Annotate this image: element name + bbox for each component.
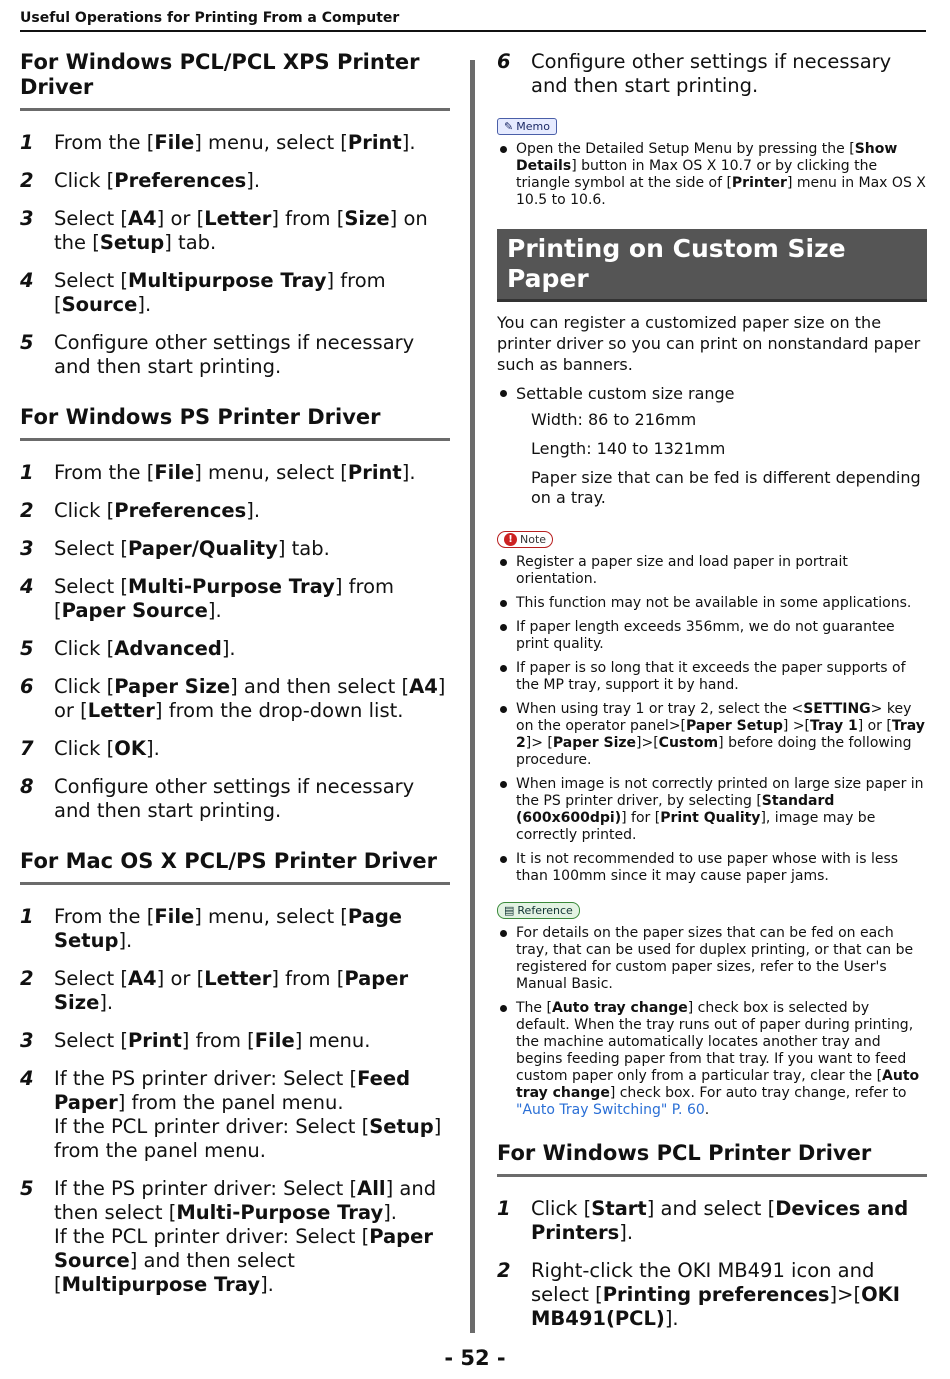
- heading-windows-pcl: For Windows PCL Printer Driver: [497, 1141, 927, 1177]
- step-item: [20, 207, 450, 255]
- step-item: [20, 967, 450, 1015]
- bullet-dot-icon: [497, 660, 516, 694]
- step-item: [497, 1197, 927, 1245]
- step-item: [20, 1067, 450, 1163]
- step-text: Click [Advanced].: [54, 637, 236, 660]
- step-text: Select [Paper/Quality] tab.: [54, 537, 330, 560]
- bullet-text: If paper is so long that it exceeds the paper supports of the MP tray, support it by hand.: [516, 660, 906, 693]
- steps-windows-pcl-xps: [20, 131, 450, 379]
- step-number: 2: [20, 499, 34, 522]
- reference-bullets: [497, 925, 927, 1119]
- bullet-item: [497, 595, 927, 612]
- custom-range-label: Settable custom size range: [516, 384, 735, 403]
- step-number: 3: [20, 1029, 34, 1052]
- step-number: 6: [20, 675, 34, 698]
- step-number: 1: [497, 1197, 511, 1220]
- bullet-text: If paper length exceeds 356mm, we do not guarantee print quality.: [516, 619, 895, 652]
- bullet-item: [497, 1000, 927, 1119]
- bullet-text: Open the Detailed Setup Menu by pressing the [Show Details] button in Max OS X 10.7 or by clicking the triangle symbol at the side of [Printer] menu in Max OS X 10.5 to 10.6.: [516, 141, 926, 208]
- bullet-dot-icon: [497, 141, 516, 209]
- bullet-dot-icon: [497, 851, 516, 885]
- step-item: [20, 537, 450, 561]
- steps-windows-ps: [20, 461, 450, 823]
- step-number: 8: [20, 775, 34, 798]
- step-number: 2: [20, 169, 34, 192]
- step-item: [20, 461, 450, 485]
- custom-tray-note: Paper size that can be fed is different depending on a tray.: [531, 468, 921, 507]
- right-column: [497, 50, 927, 1345]
- step-item: [20, 269, 450, 317]
- step-text: Select [A4] or [Letter] from [Size] on the [Setup] tab.: [54, 207, 428, 254]
- step-number: 4: [20, 1067, 34, 1090]
- step-number: 5: [20, 331, 34, 354]
- heading-windows-pcl-xps: For Windows PCL/PCL XPS Printer Driver: [20, 50, 450, 111]
- step-number: 4: [20, 575, 34, 598]
- step-text: From the [File] menu, select [Print].: [54, 461, 416, 484]
- steps-mac-os-x: [20, 905, 450, 1297]
- step-text: Configure other settings if necessary and then start printing.: [531, 50, 892, 97]
- cross-reference-link[interactable]: "Auto Tray Switching" P. 60: [516, 1102, 705, 1118]
- step-text: Configure other settings if necessary and then start printing.: [54, 331, 415, 378]
- step-number: 3: [20, 537, 34, 560]
- step-item: [20, 1029, 450, 1053]
- reference-label: Reference: [517, 904, 573, 917]
- bullet-item: [497, 701, 927, 769]
- custom-size-banner: Printing on Custom Size Paper: [497, 229, 927, 302]
- step-number: 1: [20, 461, 34, 484]
- bullet-item: [497, 660, 927, 694]
- step-text: From the [File] menu, select [Print].: [54, 131, 416, 154]
- step-number: 4: [20, 269, 34, 292]
- step-text: Click [Start] and select [Devices and Printers].: [531, 1197, 909, 1244]
- bullet-item: [497, 619, 927, 653]
- step-text: Select [A4] or [Letter] from [Paper Size].: [54, 967, 409, 1014]
- bullet-dot-icon: [497, 383, 516, 404]
- step-item: [20, 737, 450, 761]
- custom-size-intro: You can register a customized paper size on the printer driver so you can print on nonstandard paper such as banners.: [497, 313, 921, 374]
- bullet-item: [497, 925, 927, 993]
- step-number: 7: [20, 737, 34, 760]
- step-text: Click [Paper Size] and then select [A4] or [Letter] from the drop-down list.: [54, 675, 446, 722]
- bullet-dot-icon: [497, 619, 516, 653]
- step-item: [497, 1259, 927, 1331]
- step-text: Select [Multipurpose Tray] from [Source].: [54, 269, 386, 316]
- column-divider: [470, 60, 475, 1333]
- bullet-text: This function may not be available in some applications.: [516, 595, 912, 611]
- step-text: Click [Preferences].: [54, 169, 261, 192]
- exclamation-icon: !: [504, 533, 517, 546]
- reference-badge: [497, 902, 580, 919]
- step-number: 6: [497, 50, 511, 73]
- heading-mac-os-x: For Mac OS X PCL/PS Printer Driver: [20, 849, 450, 885]
- custom-width: Width: 86 to 216mm: [531, 410, 697, 429]
- step-item: [497, 50, 927, 98]
- custom-range-item: [497, 383, 927, 404]
- steps-continued: [497, 50, 927, 98]
- bullet-item: [497, 851, 927, 885]
- step-item: [20, 169, 450, 193]
- step-number: 3: [20, 207, 34, 230]
- step-text: Click [Preferences].: [54, 499, 261, 522]
- step-text: Configure other settings if necessary and then start printing.: [54, 775, 415, 822]
- step-text: Click [OK].: [54, 737, 160, 760]
- bullet-item: [497, 141, 927, 209]
- running-header: Useful Operations for Printing From a Computer: [20, 10, 926, 32]
- step-number: 5: [20, 1177, 34, 1200]
- book-icon: ▤: [504, 904, 515, 917]
- step-text: If the PS printer driver: Select [Feed Paper] from the panel menu. If the PCL printer driver: Select [Setup] from the panel menu.: [54, 1067, 442, 1162]
- left-column: [20, 50, 450, 1311]
- step-number: 1: [20, 131, 34, 154]
- step-item: [20, 775, 450, 823]
- custom-length: Length: 140 to 1321mm: [531, 439, 726, 458]
- bullet-text: When using tray 1 or tray 2, select the <SETTING> key on the operator panel>[Paper Setup] >[Tray 1] or [Tray 2]> [Paper Size]>[Custom] before doing the following procedure.: [516, 701, 925, 768]
- step-number: 5: [20, 637, 34, 660]
- bullet-dot-icon: [497, 701, 516, 769]
- memo-bullets: [497, 141, 927, 209]
- step-text: Select [Print] from [File] menu.: [54, 1029, 371, 1052]
- bullet-item: [497, 776, 927, 844]
- bullet-text: Register a paper size and load paper in portrait orientation.: [516, 554, 848, 587]
- memo-badge: [497, 118, 557, 135]
- bullet-text: The [Auto tray change] check box is selected by default. When the tray runs out of paper during printing, the machine automatically locates another tray and begins feeding paper from that tray. If you want to feed custom paper only from a particular tray, clear the [Auto tray change] check box. For auto tray change, refer to "Auto Tray Switching" P. 60.: [516, 1000, 920, 1118]
- step-text: Right-click the OKI MB491 icon and select [Printing preferences]>[OKI MB491(PCL)].: [531, 1259, 901, 1330]
- page-number: - 52 -: [444, 1346, 506, 1370]
- step-item: [20, 331, 450, 379]
- step-item: [20, 131, 450, 155]
- heading-windows-ps: For Windows PS Printer Driver: [20, 405, 450, 441]
- step-item: [20, 675, 450, 723]
- note-badge: [497, 531, 553, 548]
- bullet-dot-icon: [497, 925, 516, 993]
- step-number: 2: [20, 967, 34, 990]
- note-label: Note: [520, 533, 547, 546]
- bullet-dot-icon: [497, 776, 516, 844]
- bullet-text: For details on the paper sizes that can be fed on each tray, that can be used for duplex printing, or that can be registered for custom paper sizes, refer to the User's Manual Basic.: [516, 925, 914, 992]
- step-item: [20, 637, 450, 661]
- bullet-dot-icon: [497, 595, 516, 612]
- step-item: [20, 575, 450, 623]
- bullet-dot-icon: [497, 554, 516, 588]
- step-number: 2: [497, 1259, 511, 1282]
- step-number: 1: [20, 905, 34, 928]
- bullet-item: [497, 554, 927, 588]
- bullet-dot-icon: [497, 1000, 516, 1119]
- step-text: Select [Multi-Purpose Tray] from [Paper Source].: [54, 575, 395, 622]
- step-item: [20, 905, 450, 953]
- step-item: [20, 499, 450, 523]
- bullet-text: When image is not correctly printed on large size paper in the PS printer driver, by selecting [Standard (600x600dpi)] for [Print Quality], image may be correctly printed.: [516, 776, 924, 843]
- step-item: [20, 1177, 450, 1297]
- steps-windows-pcl: [497, 1197, 927, 1331]
- note-bullets: [497, 554, 927, 885]
- step-text: From the [File] menu, select [Page Setup].: [54, 905, 403, 952]
- memo-label: Memo: [516, 120, 550, 133]
- bullet-text: It is not recommended to use paper whose with is less than 100mm since it may cause paper jams.: [516, 851, 899, 884]
- step-text: If the PS printer driver: Select [All] and then select [Multi-Purpose Tray]. If the PCL printer driver: Select [Paper Source] and then select [Multipurpose Tray].: [54, 1177, 437, 1296]
- pencil-icon: ✎: [504, 120, 514, 133]
